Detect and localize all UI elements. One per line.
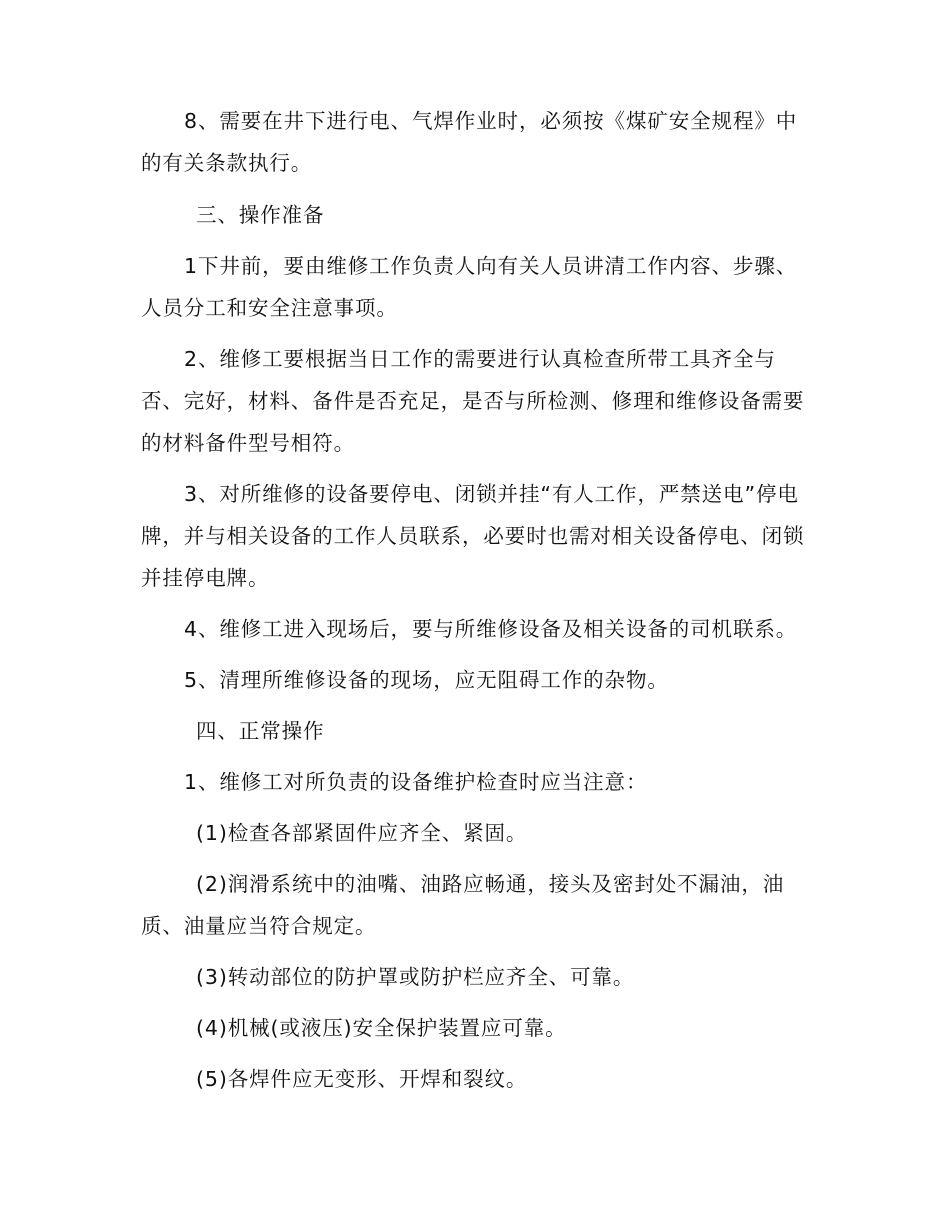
sub-item-1: (1)检查各部紧固件应齐全、紧固。 [196, 821, 528, 845]
paragraph-normal-1: 1、维修工对所负责的设备维护检查时应当注意： [184, 770, 648, 794]
paragraph-prep-5: 5、清理所维修设备的现场，应无阻碍工作的杂物。 [184, 668, 669, 692]
paragraph-item-8: 8、需要在井下进行电、气焊作业时，必须按《煤矿安全规程》中的有关条款执行。 [141, 109, 798, 175]
sub-item-3: (3)转动部位的防护罩或防护栏应齐全、可靠。 [196, 965, 635, 989]
section-heading-normal-operation: 四、正常操作 [196, 719, 325, 743]
paragraph-prep-1: 1下井前，要由维修工作负责人向有关人员讲清工作内容、步骤、人员分工和安全注意事项。 [141, 254, 798, 320]
paragraph-prep-4: 4、维修工进入现场后，要与所维修设备及相关设备的司机联系。 [184, 617, 798, 641]
sub-item-4: (4)机械(或液压)安全保护装置应可靠。 [196, 1016, 567, 1040]
paragraph-prep-3: 3、对所维修的设备要停电、闭锁并挂“有人工作，严禁送电”停电牌，并与相关设备的工作人员联系，必要时也需对相关设备停电、闭锁并挂停电牌。 [141, 482, 805, 590]
sub-item-2: (2)润滑系统中的油嘴、油路应畅通，接头及密封处不漏油，油质、油量应当符合规定。 [141, 872, 785, 938]
paragraph-prep-2: 2、维修工要根据当日工作的需要进行认真检查所带工具齐全与否、完好，材料、备件是否充足，是否与所检测、修理和维修设备需要的材料备件型号相符。 [141, 347, 805, 455]
section-heading-operation-prep: 三、操作准备 [196, 203, 325, 227]
sub-item-5: (5)各焊件应无变形、开焊和裂纹。 [196, 1067, 528, 1091]
document-body [141, 100, 809, 1109]
